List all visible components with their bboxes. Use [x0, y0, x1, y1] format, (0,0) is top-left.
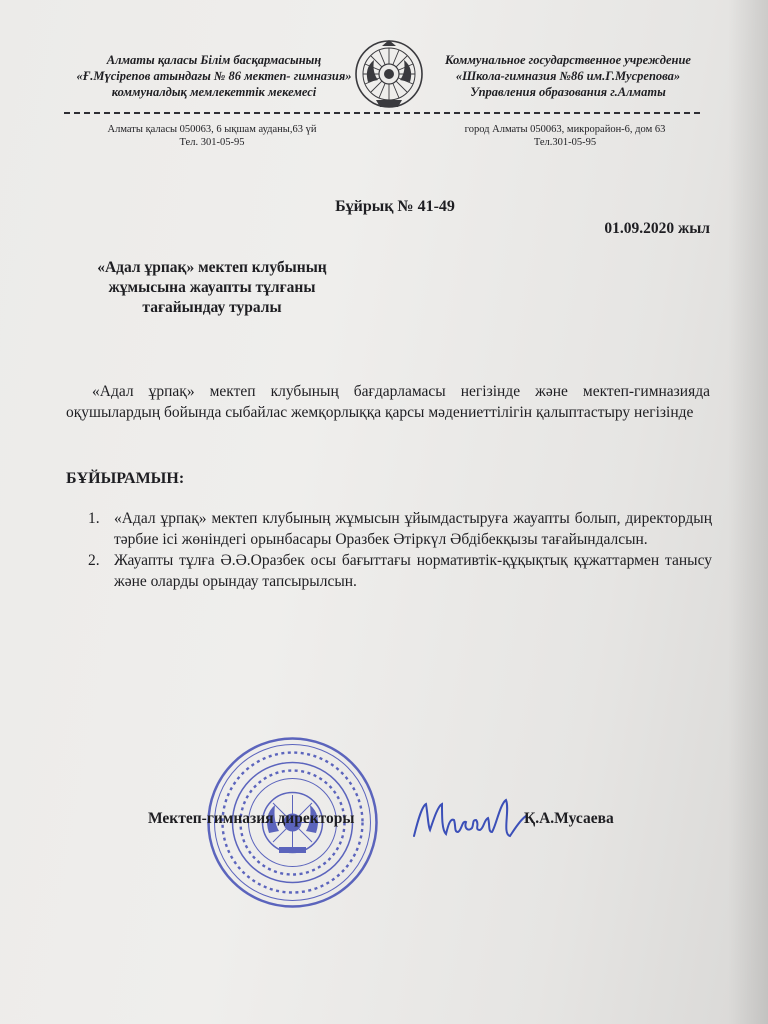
- order-subject: [62, 258, 362, 318]
- header-kazakh-line: «Ғ.Мүсірепов атындағы № 86 мектеп- гимназия»: [76, 69, 352, 83]
- address-line: Алматы қаласы 050063, 6 ықшам ауданы,63 үй: [107, 124, 317, 135]
- header-divider: [64, 112, 700, 114]
- item-text: «Адал ұрпақ» мектеп клубының жұмысын ұйымдастыруға жауапты болып, директордың тәрбие ісі жөніндегі орынбасары Оразбек Әтіркүл Әбдібекқызы тағайындалсын.: [114, 510, 712, 548]
- header-kazakh-line: коммуналдық мемлекеттік мекемесі: [111, 85, 317, 99]
- page-shadow: [728, 0, 768, 1024]
- address-kazakh: [82, 123, 342, 149]
- subject-line: тағайындау туралы: [142, 299, 282, 316]
- order-items-list: [88, 508, 712, 592]
- signatory-title: Мектеп-гимназия директоры: [148, 810, 355, 827]
- header-kazakh-line: Алматы қаласы Білім басқармасының: [106, 53, 322, 67]
- list-item: [88, 550, 712, 592]
- order-preamble: «Адал ұрпақ» мектеп клубының бағдарламасы негізінде және мектеп-гимназияда оқушылардың бойында сыбайлас жемқорлыққа қарсы мәдениеттілігін қалыптастыру негізінде: [66, 383, 710, 421]
- header-kazakh: [64, 52, 364, 100]
- phone-line: Тел. 301-05-95: [179, 137, 245, 148]
- order-title: Бұйрық № 41-49: [335, 198, 455, 215]
- header-russian-line: Управления образования г.Алматы: [470, 85, 666, 99]
- signatory-name: Қ.А.Мусаева: [524, 810, 614, 827]
- item-number: 1.: [88, 510, 100, 527]
- order-date: 01.09.2020 жыл: [604, 220, 710, 237]
- item-number: 2.: [88, 552, 100, 569]
- subject-line: жұмысына жауапты тұлғаны: [108, 279, 316, 296]
- item-text: Жауапты тұлға Ә.Ә.Оразбек осы бағыттағы нормативтік-құқықтық құжаттармен танысу және оларды орындау тапсырылсын.: [114, 552, 712, 590]
- header-russian-line: Коммунальное государственное учреждение: [445, 53, 691, 67]
- decree-heading: БҰЙЫРАМЫН:: [66, 470, 185, 487]
- address-line: город Алматы 050063, микрорайон-6, дом 63: [464, 124, 666, 135]
- subject-line: «Адал ұрпақ» мектеп клубының: [97, 259, 327, 276]
- list-item: [88, 508, 712, 550]
- handwritten-signature-icon: [410, 790, 530, 848]
- kazakhstan-state-emblem-icon: [354, 38, 424, 110]
- header-russian-line: «Школа-гимназия №86 им.Г.Мусрепова»: [455, 69, 681, 83]
- header-russian: [428, 52, 708, 100]
- phone-line: Тел.301-05-95: [533, 137, 597, 148]
- address-russian: [445, 123, 685, 149]
